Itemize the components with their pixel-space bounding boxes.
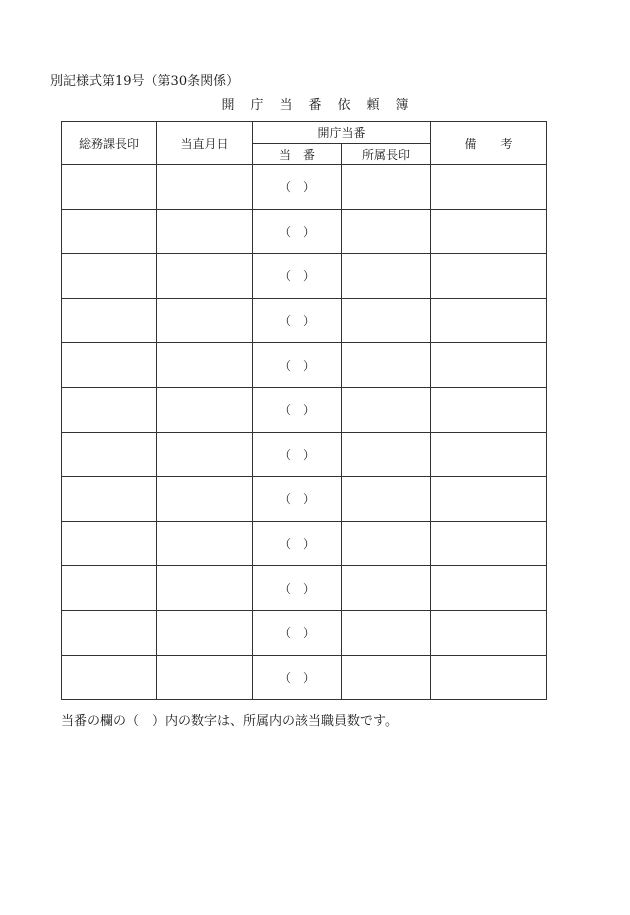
seal-cell[interactable] xyxy=(62,566,157,611)
table-row xyxy=(62,432,547,477)
form-number: 別記様式第19号（第30条関係） xyxy=(50,74,240,89)
remarks-cell[interactable] xyxy=(431,298,547,343)
department-seal-cell[interactable] xyxy=(342,432,431,477)
table-row xyxy=(62,298,547,343)
date-cell[interactable] xyxy=(157,566,253,611)
date-cell[interactable] xyxy=(157,387,253,432)
header-remarks: 備 考 xyxy=(431,122,547,165)
title-char: 簿 xyxy=(395,98,409,113)
title-char: 当 xyxy=(279,98,293,113)
duty-cell[interactable]: （ ） xyxy=(253,610,342,655)
duty-cell[interactable]: （ ） xyxy=(253,655,342,700)
table-row xyxy=(62,254,547,299)
seal-cell[interactable] xyxy=(62,209,157,254)
duty-cell[interactable]: （ ） xyxy=(253,521,342,566)
department-seal-cell[interactable] xyxy=(342,165,431,210)
remarks-cell[interactable] xyxy=(431,165,547,210)
header-office-opening-duty: 開庁当番 xyxy=(253,122,431,144)
table-row xyxy=(62,343,547,388)
date-cell[interactable] xyxy=(157,477,253,522)
seal-cell[interactable] xyxy=(62,254,157,299)
table-row xyxy=(62,566,547,611)
seal-cell[interactable] xyxy=(62,298,157,343)
table-row xyxy=(62,521,547,566)
footnote: 当番の欄の（ ）内の数字は、所属内の該当職員数です。 xyxy=(61,714,398,729)
header-duty: 当 番 xyxy=(253,144,342,165)
department-seal-cell[interactable] xyxy=(342,655,431,700)
department-seal-cell[interactable] xyxy=(342,298,431,343)
header-duty-date: 当直月日 xyxy=(157,122,253,165)
department-seal-cell[interactable] xyxy=(342,209,431,254)
seal-cell[interactable] xyxy=(62,521,157,566)
duty-cell[interactable]: （ ） xyxy=(253,387,342,432)
duty-cell[interactable]: （ ） xyxy=(253,165,342,210)
duty-cell[interactable]: （ ） xyxy=(253,477,342,522)
table-row xyxy=(62,387,547,432)
department-seal-cell[interactable] xyxy=(342,387,431,432)
date-cell[interactable] xyxy=(157,254,253,299)
header-department-head-seal: 所属長印 xyxy=(342,144,431,165)
duty-cell[interactable]: （ ） xyxy=(253,566,342,611)
duty-cell[interactable]: （ ） xyxy=(253,432,342,477)
title-char: 番 xyxy=(308,98,322,113)
remarks-cell[interactable] xyxy=(431,566,547,611)
remarks-cell[interactable] xyxy=(431,343,547,388)
seal-cell[interactable] xyxy=(62,165,157,210)
title-char: 庁 xyxy=(250,98,264,113)
department-seal-cell[interactable] xyxy=(342,477,431,522)
seal-cell[interactable] xyxy=(62,387,157,432)
remarks-cell[interactable] xyxy=(431,432,547,477)
duty-cell[interactable]: （ ） xyxy=(253,298,342,343)
date-cell[interactable] xyxy=(157,298,253,343)
table-row xyxy=(62,477,547,522)
page-title xyxy=(0,94,630,113)
department-seal-cell[interactable] xyxy=(342,254,431,299)
table-row xyxy=(62,165,547,210)
duty-cell[interactable]: （ ） xyxy=(253,209,342,254)
department-seal-cell[interactable] xyxy=(342,610,431,655)
remarks-cell[interactable] xyxy=(431,655,547,700)
date-cell[interactable] xyxy=(157,432,253,477)
seal-cell[interactable] xyxy=(62,655,157,700)
title-char: 開 xyxy=(221,98,235,113)
date-cell[interactable] xyxy=(157,521,253,566)
seal-cell[interactable] xyxy=(62,343,157,388)
seal-cell[interactable] xyxy=(62,610,157,655)
department-seal-cell[interactable] xyxy=(342,521,431,566)
seal-cell[interactable] xyxy=(62,477,157,522)
date-cell[interactable] xyxy=(157,165,253,210)
duty-cell[interactable]: （ ） xyxy=(253,343,342,388)
table-row xyxy=(62,610,547,655)
duty-request-table xyxy=(61,121,547,700)
remarks-cell[interactable] xyxy=(431,387,547,432)
department-seal-cell[interactable] xyxy=(342,343,431,388)
seal-cell[interactable] xyxy=(62,432,157,477)
remarks-cell[interactable] xyxy=(431,209,547,254)
date-cell[interactable] xyxy=(157,343,253,388)
remarks-cell[interactable] xyxy=(431,477,547,522)
title-char: 依 xyxy=(337,98,351,113)
remarks-cell[interactable] xyxy=(431,610,547,655)
remarks-cell[interactable] xyxy=(431,254,547,299)
table-row xyxy=(62,655,547,700)
date-cell[interactable] xyxy=(157,655,253,700)
header-general-affairs-chief-seal: 総務課長印 xyxy=(62,122,157,165)
duty-cell[interactable]: （ ） xyxy=(253,254,342,299)
remarks-cell[interactable] xyxy=(431,521,547,566)
table-row xyxy=(62,209,547,254)
title-char: 頼 xyxy=(366,98,380,113)
department-seal-cell[interactable] xyxy=(342,566,431,611)
date-cell[interactable] xyxy=(157,209,253,254)
date-cell[interactable] xyxy=(157,610,253,655)
